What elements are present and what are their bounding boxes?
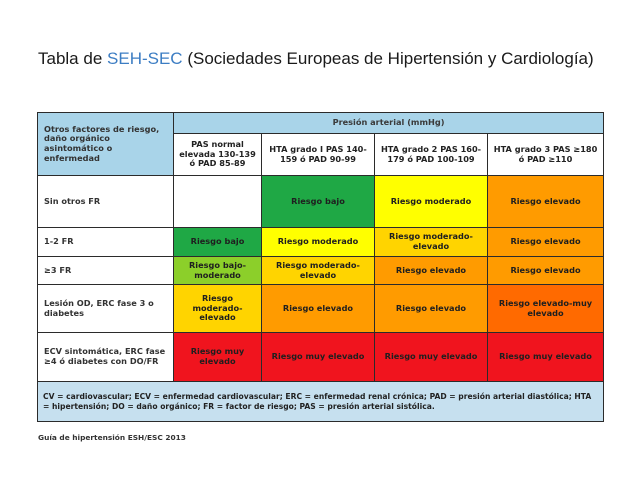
table-row [38, 228, 604, 257]
risk-cell: Riesgo elevado [488, 228, 604, 257]
risk-cell: Riesgo muy elevado [375, 333, 488, 382]
risk-cell: Riesgo bajo [262, 176, 375, 228]
title-suffix: (Sociedades Europeas de Hipertensión y Cardiología) [187, 49, 594, 68]
risk-factor-label: Sin otros FR [38, 176, 174, 228]
risk-cell: Riesgo bajo-moderado [174, 257, 262, 285]
table-row [38, 257, 604, 285]
abbreviations-footnote: CV = cardiovascular; ECV = enfermedad cardiovascular; ERC = enfermedad renal crónica; PAD = presión arterial diastólica; HTA = hipertensión; DO = daño orgánico; FR = factor de riesgo; PAS = presión arterial sistólica. [38, 382, 604, 422]
risk-factor-label: 1-2 FR [38, 228, 174, 257]
table-row [38, 285, 604, 333]
risk-table [37, 112, 604, 422]
risk-cell: Riesgo moderado [375, 176, 488, 228]
risk-factor-label: ≥3 FR [38, 257, 174, 285]
risk-cell: Riesgo muy elevado [174, 333, 262, 382]
risk-cell: Riesgo bajo [174, 228, 262, 257]
risk-cell: Riesgo elevado [488, 257, 604, 285]
bp-header: Presión arterial (mmHg) [174, 113, 604, 134]
title-accent: SEH-SEC [107, 49, 183, 68]
bp-column-header: PAS normal elevada 130-139 ó PAD 85-89 [174, 134, 262, 176]
slide-title [38, 50, 594, 67]
table-row [38, 333, 604, 382]
risk-cell: Riesgo moderado [262, 228, 375, 257]
risk-cell: Riesgo muy elevado [488, 333, 604, 382]
risk-factor-label: ECV sintomática, ERC fase ≥4 ó diabetes con DO/FR [38, 333, 174, 382]
risk-cell: Riesgo elevado [375, 285, 488, 333]
title-prefix: Tabla de [38, 49, 103, 68]
risk-cell: Riesgo elevado-muy elevado [488, 285, 604, 333]
risk-cell: Riesgo elevado [488, 176, 604, 228]
risk-cell: Riesgo moderado-elevado [174, 285, 262, 333]
table-row [38, 176, 604, 228]
risk-cell: Riesgo muy elevado [262, 333, 375, 382]
corner-header: Otros factores de riesgo, daño orgánico asintomático o enfermedad [38, 113, 174, 176]
source-caption: Guía de hipertensión ESH/ESC 2013 [38, 433, 186, 442]
risk-cell: Riesgo elevado [375, 257, 488, 285]
risk-cell: Riesgo moderado-elevado [262, 257, 375, 285]
risk-factor-label: Lesión OD, ERC fase 3 o diabetes [38, 285, 174, 333]
risk-cell: Riesgo elevado [262, 285, 375, 333]
bp-column-header: HTA grado 2 PAS 160-179 ó PAD 100-109 [375, 134, 488, 176]
bp-column-header: HTA grado 3 PAS ≥180 ó PAD ≥110 [488, 134, 604, 176]
risk-cell: Riesgo moderado-elevado [375, 228, 488, 257]
risk-cell [174, 176, 262, 228]
bp-column-header: HTA grado I PAS 140-159 ó PAD 90-99 [262, 134, 375, 176]
